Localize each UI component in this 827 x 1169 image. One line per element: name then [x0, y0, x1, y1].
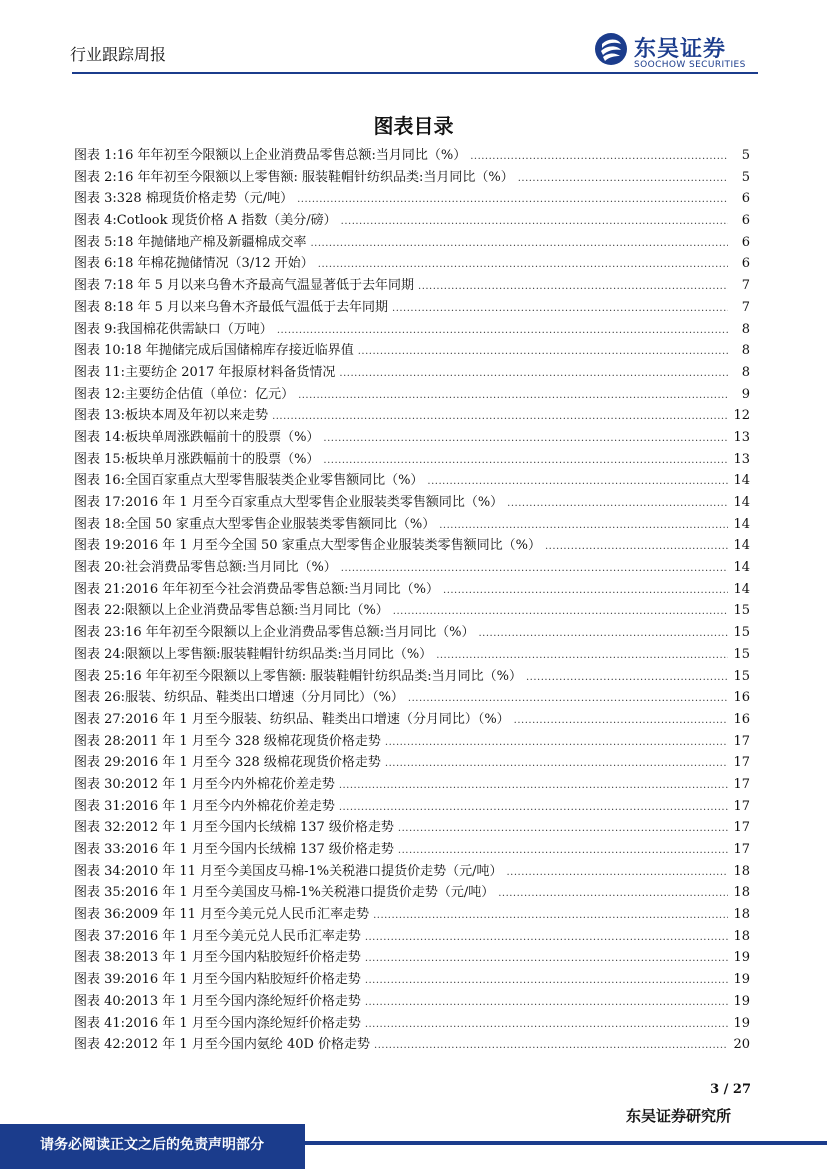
toc-leader-dots [323, 433, 728, 444]
toc-entry-title: 16 年年初至今限额以上企业消费品零售总额:当月同比（%） [116, 148, 467, 163]
toc-entry[interactable] [74, 556, 750, 578]
toc-entry-label: 图表 5: [74, 234, 117, 250]
toc-entry-title: Cotlook 现货价格 A 指数（美分/磅） [116, 213, 337, 229]
toc-entry[interactable] [74, 469, 750, 491]
toc-entry-title: 全国 50 家重点大型零售企业服装类零售额同比（%） [125, 516, 436, 532]
table-of-figures [74, 144, 750, 1055]
toc-entry-page: 12 [733, 408, 750, 424]
toc-entry-label: 图表 33: [74, 842, 126, 857]
toc-entry-page: 15 [733, 668, 750, 684]
toc-entry[interactable] [74, 903, 750, 925]
toc-entry[interactable] [74, 881, 750, 903]
toc-entry-page: 13 [733, 429, 750, 445]
toc-entry-page: 16 [733, 690, 750, 706]
toc-leader-dots [365, 1019, 728, 1030]
toc-leader-dots [318, 259, 728, 270]
toc-entry-title: 18 年 5 月以来乌鲁木齐最高气温显著低于去年同期 [116, 278, 415, 294]
toc-entry-title: 2016 年 1 月至今国内粘胶短纤价格走势 [125, 972, 361, 988]
toc-leader-dots [436, 650, 728, 661]
toc-entry-page: 17 [733, 798, 750, 814]
toc-entry-title: 板块本周及年初以来走势 [125, 408, 269, 424]
toc-entry-title: 2009 年 11 月至今美元兑人民币汇率走势 [125, 907, 370, 923]
toc-entry-page: 19 [733, 950, 750, 966]
toc-entry-label: 图表 38: [74, 950, 126, 966]
toc-entry[interactable] [74, 643, 750, 665]
toc-entry-label: 图表 41: [74, 1015, 126, 1031]
toc-leader-dots [470, 151, 728, 162]
toc-entry-label: 图表 18: [74, 516, 126, 532]
toc-entry-page: 18 [733, 885, 750, 901]
toc-entry[interactable] [74, 144, 750, 166]
toc-leader-dots [418, 281, 728, 292]
toc-entry-label: 图表 9: [74, 321, 117, 337]
toc-entry-label: 图表 25: [74, 668, 126, 684]
toc-entry-title: 2016 年 1 月至今内外棉花价差走势 [125, 798, 335, 814]
toc-entry[interactable] [74, 166, 750, 188]
footer-disclaimer: 请务必阅读正文之后的免责声明部分 [40, 1137, 264, 1153]
report-type-label: 行业跟踪周报 [70, 45, 167, 64]
toc-entry-title: 2016 年 1 月至今服装、纺织品、鞋类出口增速（分月同比）（%） [125, 711, 510, 727]
toc-entry-label: 图表 14: [74, 429, 126, 445]
toc-entry-page: 6 [741, 234, 750, 250]
toc-entry[interactable] [74, 404, 750, 426]
toc-entry[interactable] [74, 187, 750, 209]
toc-leader-dots [398, 845, 728, 856]
toc-entry-title: 2016 年 1 月至今 328 级棉花现货价格走势 [125, 755, 381, 771]
toc-entry-label: 图表 29: [74, 755, 126, 771]
toc-entry-title: 2012 年 1 月至今国内氨纶 40D 价格走势 [125, 1037, 371, 1053]
toc-entry[interactable] [74, 578, 750, 600]
toc-entry-label: 图表 21: [74, 581, 126, 597]
toc-entry[interactable] [74, 426, 750, 448]
toc-leader-dots [298, 390, 728, 401]
toc-entry-page: 19 [733, 1015, 750, 1031]
toc-leader-dots [341, 563, 728, 574]
toc-entry-page: 8 [741, 343, 750, 359]
toc-leader-dots [365, 932, 728, 943]
toc-entry[interactable] [74, 730, 750, 752]
toc-entry-label: 图表 23: [74, 625, 126, 641]
toc-entry-page: 14 [733, 473, 750, 489]
toc-entry-page: 9 [741, 386, 750, 402]
toc-entry[interactable] [74, 534, 750, 556]
toc-leader-dots [393, 606, 728, 617]
toc-entry-page: 14 [733, 560, 750, 576]
toc-entry[interactable] [74, 751, 750, 773]
toc-leader-dots [439, 520, 728, 531]
toc-entry-page: 6 [741, 191, 750, 207]
toc-entry-page: 19 [733, 993, 750, 1009]
toc-leader-dots [507, 498, 728, 509]
toc-entry-label: 图表 30: [74, 776, 126, 792]
toc-entry-page: 15 [733, 603, 750, 619]
toc-entry-title: 社会消费品零售总额:当月同比（%） [125, 560, 337, 576]
footer-band [0, 1124, 827, 1169]
toc-leader-dots [272, 411, 728, 422]
toc-entry-title: 限额以上零售额:服装鞋帽针纺织品类:当月同比（%） [125, 646, 433, 662]
toc-entry-page: 8 [741, 364, 750, 380]
toc-entry-label: 图表 17: [74, 495, 126, 510]
toc-leader-dots [339, 368, 728, 379]
toc-entry[interactable] [74, 816, 750, 838]
toc-entry[interactable] [74, 252, 750, 274]
toc-entry-page: 17 [733, 820, 750, 836]
toc-entry-page: 19 [733, 972, 750, 988]
toc-entry[interactable] [74, 946, 750, 968]
toc-entry-title: 16 年年初至今限额以上零售额: 服装鞋帽针纺织品类:当月同比（%） [116, 169, 514, 185]
toc-entry-page: 5 [741, 148, 750, 163]
toc-entry-title: 板块单月涨跌幅前十的股票（%） [125, 451, 320, 467]
toc-leader-dots [385, 758, 728, 769]
toc-entry[interactable] [74, 209, 750, 231]
toc-entry-title: 18 年抛储完成后国储棉库存接近临界值 [125, 343, 354, 359]
toc-entry-label: 图表 16: [74, 473, 126, 489]
toc-entry-label: 图表 34: [74, 863, 126, 879]
toc-entry[interactable] [74, 318, 750, 340]
toc-leader-dots [526, 672, 728, 683]
toc-entry[interactable] [74, 773, 750, 795]
toc-leader-dots [506, 867, 728, 878]
toc-entry-title: 2013 年 1 月至今国内涤纶短纤价格走势 [125, 993, 361, 1009]
toc-entry-page: 17 [733, 733, 750, 749]
toc-leader-dots [310, 238, 728, 249]
toc-entry-title: 18 年 5 月以来乌鲁木齐最低气温低于去年同期 [116, 299, 389, 315]
toc-entry-page: 20 [733, 1037, 750, 1053]
toc-entry-page: 15 [733, 646, 750, 662]
toc-entry-page: 16 [733, 711, 750, 727]
toc-entry-title: 主要纺企估值（单位：亿元） [125, 386, 295, 402]
toc-entry-page: 8 [741, 321, 750, 337]
toc-entry-page: 17 [733, 776, 750, 792]
toc-entry-label: 图表 1: [74, 148, 117, 163]
toc-entry[interactable] [74, 274, 750, 296]
toc-entry-title: 主要纺企 2017 年报原材料备货情况 [125, 364, 336, 380]
toc-entry-title: 2016 年 1 月至今百家重点大型零售企业服装类零售额同比（%） [125, 495, 504, 510]
toc-entry-label: 图表 15: [74, 451, 126, 467]
toc-entry[interactable] [74, 296, 750, 318]
toc-leader-dots [478, 628, 728, 639]
toc-entry-label: 图表 27: [74, 711, 126, 727]
toc-entry[interactable] [74, 990, 750, 1012]
toc-entry-page: 18 [733, 907, 750, 923]
toc-entry-title: 板块单周涨跌幅前十的股票（%） [125, 429, 320, 445]
footer-band-line [305, 1141, 827, 1145]
toc-entry-label: 图表 22: [74, 603, 126, 619]
toc-entry-label: 图表 10: [74, 343, 126, 359]
toc-leader-dots [427, 476, 728, 487]
toc-leader-dots [365, 975, 728, 986]
toc-entry-page: 14 [733, 516, 750, 532]
toc-entry-page: 14 [733, 495, 750, 510]
toc-entry[interactable] [74, 599, 750, 621]
toc-entry-title: 2013 年 1 月至今国内粘胶短纤价格走势 [125, 950, 361, 966]
toc-leader-dots [358, 346, 728, 357]
toc-entry-title: 我国棉花供需缺口（万吨） [116, 321, 273, 337]
toc-entry-title: 2016 年 1 月至今美元兑人民币汇率走势 [125, 928, 361, 944]
company-name-cn: 东吴证券 [634, 37, 727, 62]
toc-entry[interactable] [74, 925, 750, 947]
toc-entry-label: 图表 39: [74, 972, 126, 988]
toc-entry[interactable] [74, 838, 750, 860]
toc-entry-page: 5 [741, 169, 750, 185]
toc-leader-dots [373, 910, 728, 921]
toc-leader-dots [365, 997, 728, 1008]
toc-entry-page: 17 [733, 755, 750, 771]
toc-entry-page: 17 [733, 842, 750, 857]
toc-leader-dots [277, 325, 728, 336]
toc-entry[interactable] [74, 795, 750, 817]
toc-entry-label: 图表 12: [74, 386, 126, 402]
page-number: 3 / 27 [710, 1082, 751, 1097]
toc-entry[interactable] [74, 361, 750, 383]
toc-entry[interactable] [74, 1012, 750, 1034]
toc-entry-page: 7 [741, 278, 750, 294]
toc-entry-title: 2016 年 1 月至今美国皮马棉-1%关税港口提货价走势（元/吨） [125, 885, 495, 901]
toc-entry[interactable] [74, 686, 750, 708]
toc-entry-label: 图表 11: [74, 364, 126, 380]
toc-leader-dots [297, 194, 728, 205]
toc-entry[interactable] [74, 621, 750, 643]
toc-entry[interactable] [74, 231, 750, 253]
toc-entry-title: 328 棉现货价格走势（元/吨） [116, 191, 294, 207]
toc-leader-dots [518, 173, 728, 184]
scs-logo-icon [594, 32, 628, 66]
toc-entry[interactable] [74, 665, 750, 687]
toc-entry-title: 2016 年 1 月至今全国 50 家重点大型零售企业服装类零售额同比（%） [125, 538, 541, 554]
toc-entry-title: 限额以上企业消费品零售总额:当月同比（%） [125, 603, 389, 619]
toc-entry-page: 18 [733, 928, 750, 944]
toc-entry-label: 图表 26: [74, 690, 126, 706]
toc-entry-label: 图表 6: [74, 256, 117, 272]
toc-leader-dots [365, 953, 728, 964]
toc-entry-title: 服装、纺织品、鞋类出口增速（分月同比）（%） [125, 690, 404, 706]
toc-entry[interactable] [74, 1033, 750, 1055]
toc-leader-dots [514, 715, 728, 726]
toc-leader-dots [385, 737, 728, 748]
toc-entry[interactable] [74, 339, 750, 361]
toc-entry-title: 2016 年年初至今社会消费品零售总额:当月同比（%） [125, 581, 440, 597]
toc-entry-label: 图表 32: [74, 820, 126, 836]
toc-entry-label: 图表 36: [74, 907, 126, 923]
toc-leader-dots [398, 823, 728, 834]
toc-entry-page: 18 [733, 863, 750, 879]
toc-leader-dots [498, 888, 728, 899]
toc-entry-title: 2016 年 1 月至今国内涤纶短纤价格走势 [125, 1015, 361, 1031]
footer-company: 东吴证券研究所 [625, 1107, 731, 1125]
toc-entry-label: 图表 20: [74, 560, 126, 576]
toc-entry-page: 6 [741, 256, 750, 272]
toc-entry-label: 图表 31: [74, 798, 126, 814]
toc-entry-title: 2012 年 1 月至今内外棉花价差走势 [125, 776, 335, 792]
toc-entry-title: 16 年年初至今限额以上企业消费品零售总额:当月同比（%） [125, 625, 475, 641]
toc-entry[interactable] [74, 860, 750, 882]
toc-entry[interactable] [74, 448, 750, 470]
toc-entry[interactable] [74, 968, 750, 990]
toc-leader-dots [392, 303, 728, 314]
toc-entry-label: 图表 7: [74, 278, 117, 294]
toc-entry-label: 图表 2: [74, 169, 117, 185]
toc-entry-page: 6 [741, 213, 750, 229]
toc-entry-label: 图表 35: [74, 885, 126, 901]
toc-entry-page: 7 [741, 299, 750, 315]
toc-leader-dots [339, 802, 728, 813]
header-divider [72, 72, 758, 74]
toc-entry[interactable] [74, 513, 750, 535]
toc-entry-title: 18 年抛储地产棉及新疆棉成交率 [116, 234, 307, 250]
toc-entry-page: 14 [733, 538, 750, 554]
toc-entry-title: 全国百家重点大型零售服装类企业零售额同比（%） [125, 473, 424, 489]
toc-leader-dots [323, 455, 728, 466]
company-name-en: SOOCHOW SECURITIES [634, 60, 746, 70]
toc-entry-title: 2010 年 11 月至今美国皮马棉-1%关税港口提货价走势（元/吨） [125, 863, 503, 879]
toc-entry-title: 2012 年 1 月至今国内长绒棉 137 级价格走势 [125, 820, 394, 836]
toc-entry-label: 图表 40: [74, 993, 126, 1009]
toc-entry-label: 图表 3: [74, 191, 117, 207]
toc-entry-title: 2016 年 1 月至今国内长绒棉 137 级价格走势 [125, 842, 394, 857]
toc-entry-page: 15 [733, 625, 750, 641]
toc-entry[interactable] [74, 383, 750, 405]
toc-entry-label: 图表 8: [74, 299, 117, 315]
toc-entry-label: 图表 19: [74, 538, 126, 554]
toc-leader-dots [408, 693, 728, 704]
page-title: 图表目录 [373, 114, 454, 138]
toc-leader-dots [545, 541, 728, 552]
toc-entry-page: 13 [733, 451, 750, 467]
toc-entry-label: 图表 13: [74, 408, 126, 424]
toc-leader-dots [374, 1040, 728, 1051]
toc-entry[interactable] [74, 491, 750, 513]
toc-entry-label: 图表 37: [74, 928, 126, 944]
toc-entry-title: 16 年年初至今限额以上零售额: 服装鞋帽针纺织品类:当月同比（%） [125, 668, 522, 684]
company-logo [594, 30, 764, 74]
toc-entry-label: 图表 42: [74, 1037, 126, 1053]
toc-entry-title: 18 年棉花抛储情况（3/12 开始） [116, 256, 314, 272]
toc-leader-dots [339, 780, 728, 791]
toc-entry[interactable] [74, 708, 750, 730]
toc-leader-dots [341, 216, 728, 227]
toc-entry-page: 14 [733, 581, 750, 597]
toc-entry-title: 2011 年 1 月至今 328 级棉花现货价格走势 [125, 733, 381, 749]
toc-entry-label: 图表 24: [74, 646, 126, 662]
toc-entry-label: 图表 4: [74, 213, 117, 229]
toc-leader-dots [443, 585, 728, 596]
toc-entry-label: 图表 28: [74, 733, 126, 749]
